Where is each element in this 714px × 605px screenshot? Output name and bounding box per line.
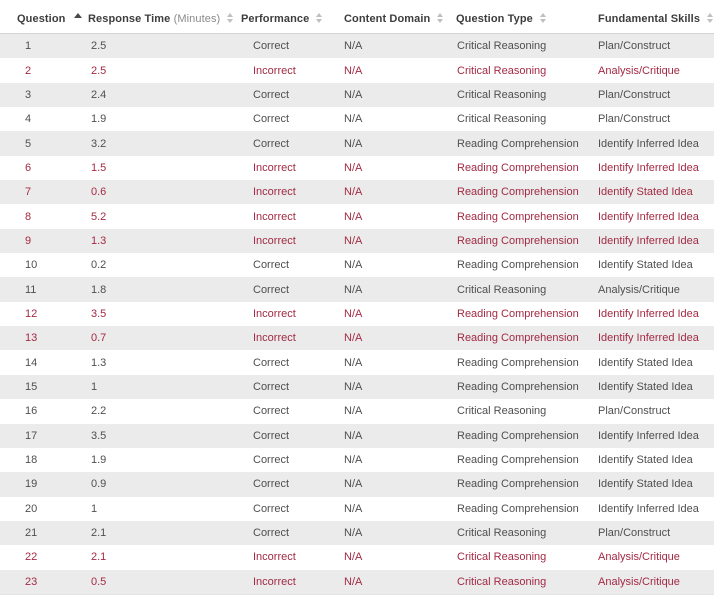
table-row <box>0 472 714 496</box>
cell-question: 2 <box>25 64 32 77</box>
cell-response-time: 2.1 <box>91 527 107 540</box>
cell-performance: Correct <box>253 40 290 53</box>
cell-question-type: Reading Comprehension <box>457 478 579 491</box>
cell-fundamental-skills: Plan/Construct <box>598 113 671 126</box>
table-row <box>0 326 714 350</box>
cell-fundamental-skills: Analysis/Critique <box>598 551 680 564</box>
sort-icon[interactable] <box>227 13 233 23</box>
table-row <box>0 399 714 423</box>
table-row <box>0 497 714 521</box>
column-header-question[interactable] <box>0 4 72 34</box>
table-row <box>0 107 714 131</box>
cell-response-time: 3.2 <box>91 137 107 150</box>
cell-content-domain: N/A <box>344 356 363 369</box>
cell-fundamental-skills: Identify Stated Idea <box>598 186 693 199</box>
column-label: Content Domain <box>344 12 431 25</box>
cell-question: 12 <box>25 307 38 320</box>
cell-question-type: Reading Comprehension <box>457 161 579 174</box>
column-header-content-domain[interactable] <box>342 4 454 34</box>
cell-question-type: Reading Comprehension <box>457 259 579 272</box>
column-label: Question Type <box>456 12 533 25</box>
cell-response-time: 2.1 <box>91 551 107 564</box>
cell-fundamental-skills: Plan/Construct <box>598 40 671 53</box>
column-label: Performance <box>241 12 310 25</box>
results-table <box>0 4 714 595</box>
cell-response-time: 1.3 <box>91 234 107 247</box>
cell-performance: Correct <box>253 356 290 369</box>
cell-question-type: Critical Reasoning <box>457 40 547 53</box>
cell-performance: Correct <box>253 429 290 442</box>
cell-response-time: 2.5 <box>91 40 107 53</box>
cell-performance: Incorrect <box>253 210 296 223</box>
column-label: Response Time <box>88 12 171 25</box>
cell-question-type: Critical Reasoning <box>454 570 598 595</box>
column-label-unit: (Minutes) <box>173 12 221 25</box>
cell-question-type: Reading Comprehension <box>457 332 579 345</box>
cell-fundamental-skills: Identify Inferred Idea <box>598 210 699 223</box>
cell-content-domain: N/A <box>344 551 363 564</box>
cell-question: 3 <box>25 88 32 101</box>
cell-question-type: Reading Comprehension <box>457 234 579 247</box>
cell-content-domain: N/A <box>344 405 363 418</box>
cell-performance: Correct <box>253 88 290 101</box>
cell-content-domain: N/A <box>344 429 363 442</box>
cell-question: 21 <box>25 527 38 540</box>
header-row <box>0 4 714 34</box>
cell-content-domain: N/A <box>344 283 363 296</box>
cell-content-domain: N/A <box>344 527 363 540</box>
cell-response-time: 0.7 <box>91 332 107 345</box>
column-header-response-time[interactable] <box>72 4 240 34</box>
cell-question: 23 <box>0 570 72 595</box>
cell-response-time: 3.5 <box>91 307 107 320</box>
table-row <box>0 350 714 374</box>
sort-icon[interactable] <box>316 13 322 23</box>
cell-question-type: Critical Reasoning <box>457 113 547 126</box>
cell-fundamental-skills: Analysis/Critique <box>598 570 714 595</box>
column-header-fundamental-skills[interactable] <box>598 4 714 34</box>
cell-performance: Incorrect <box>253 551 296 564</box>
cell-fundamental-skills: Identify Stated Idea <box>598 259 693 272</box>
cell-question-type: Reading Comprehension <box>457 454 579 467</box>
cell-question-type: Reading Comprehension <box>457 356 579 369</box>
cell-performance: Incorrect <box>240 570 342 595</box>
cell-response-time: 1.5 <box>91 161 107 174</box>
table-row <box>0 204 714 228</box>
cell-content-domain: N/A <box>344 332 363 345</box>
cell-content-domain: N/A <box>344 40 363 53</box>
table-row <box>0 375 714 399</box>
cell-fundamental-skills: Identify Stated Idea <box>598 454 693 467</box>
cell-content-domain: N/A <box>344 113 363 126</box>
sort-icon[interactable] <box>707 13 713 23</box>
cell-performance: Correct <box>253 527 290 540</box>
cell-response-time: 2.5 <box>91 64 107 77</box>
cell-performance: Incorrect <box>253 186 296 199</box>
cell-question-type: Critical Reasoning <box>457 551 547 564</box>
cell-fundamental-skills: Identify Inferred Idea <box>598 502 699 515</box>
cell-response-time: 0.6 <box>91 186 107 199</box>
cell-question-type: Reading Comprehension <box>457 380 579 393</box>
cell-question: 13 <box>25 332 38 345</box>
table-row <box>0 521 714 545</box>
cell-question: 6 <box>25 161 32 174</box>
cell-content-domain: N/A <box>344 307 363 320</box>
cell-question-type: Critical Reasoning <box>457 283 547 296</box>
cell-fundamental-skills: Identify Stated Idea <box>598 478 693 491</box>
table-row <box>0 34 714 59</box>
cell-response-time: 1.9 <box>91 454 107 467</box>
cell-fundamental-skills: Identify Inferred Idea <box>598 234 699 247</box>
cell-question: 16 <box>25 405 38 418</box>
cell-content-domain: N/A <box>344 186 363 199</box>
cell-fundamental-skills: Identify Inferred Idea <box>598 161 699 174</box>
cell-question: 9 <box>25 234 32 247</box>
cell-fundamental-skills: Identify Inferred Idea <box>598 137 699 150</box>
cell-question-type: Reading Comprehension <box>457 210 579 223</box>
cell-response-time: 3.5 <box>91 429 107 442</box>
cell-question-type: Critical Reasoning <box>457 64 547 77</box>
cell-performance: Incorrect <box>253 234 296 247</box>
cell-performance: Incorrect <box>253 332 296 345</box>
cell-question: 19 <box>25 478 38 491</box>
cell-fundamental-skills: Identify Inferred Idea <box>598 332 699 345</box>
cell-content-domain: N/A <box>344 502 363 515</box>
cell-response-time: 0.2 <box>91 259 107 272</box>
cell-content-domain: N/A <box>344 259 363 272</box>
table-row <box>0 424 714 448</box>
cell-performance: Correct <box>253 454 290 467</box>
column-header-performance[interactable] <box>240 4 342 34</box>
table-row <box>0 131 714 155</box>
cell-performance: Incorrect <box>253 161 296 174</box>
cell-response-time: 1.3 <box>91 356 107 369</box>
cell-fundamental-skills: Analysis/Critique <box>598 283 680 296</box>
cell-performance: Correct <box>253 137 290 150</box>
table-row <box>0 83 714 107</box>
cell-question-type: Critical Reasoning <box>457 527 547 540</box>
cell-question: 11 <box>25 283 37 296</box>
sort-icon[interactable] <box>437 13 443 23</box>
table-row <box>0 277 714 301</box>
table-row <box>0 302 714 326</box>
cell-question: 14 <box>25 356 38 369</box>
cell-performance: Correct <box>253 283 290 296</box>
table-row <box>0 180 714 204</box>
cell-response-time: 0.5 <box>72 570 240 595</box>
cell-question: 20 <box>25 502 38 515</box>
cell-fundamental-skills: Plan/Construct <box>598 405 671 418</box>
cell-content-domain: N/A <box>342 570 454 595</box>
sort-ascending-icon[interactable] <box>74 13 82 18</box>
cell-content-domain: N/A <box>344 161 363 174</box>
cell-question: 22 <box>25 551 38 564</box>
cell-question: 8 <box>25 210 32 223</box>
cell-question-type: Critical Reasoning <box>457 88 547 101</box>
column-label: Question <box>17 12 66 25</box>
cell-question-type: Reading Comprehension <box>457 137 579 150</box>
cell-question: 15 <box>25 380 38 393</box>
cell-performance: Correct <box>253 478 290 491</box>
table-row <box>0 253 714 277</box>
cell-fundamental-skills: Identify Stated Idea <box>598 356 693 369</box>
cell-response-time: 2.2 <box>91 405 107 418</box>
cell-response-time: 2.4 <box>91 88 107 101</box>
cell-content-domain: N/A <box>344 234 363 247</box>
cell-question: 18 <box>25 454 38 467</box>
cell-question-type: Reading Comprehension <box>457 307 579 320</box>
cell-content-domain: N/A <box>344 380 363 393</box>
cell-content-domain: N/A <box>344 210 363 223</box>
cell-content-domain: N/A <box>344 137 363 150</box>
table-row <box>0 570 714 595</box>
cell-fundamental-skills: Identify Inferred Idea <box>598 307 699 320</box>
cell-content-domain: N/A <box>344 454 363 467</box>
cell-question-type: Critical Reasoning <box>457 405 547 418</box>
cell-performance: Incorrect <box>253 64 296 77</box>
cell-performance: Correct <box>253 259 290 272</box>
cell-performance: Incorrect <box>253 307 296 320</box>
cell-response-time: 1.8 <box>91 283 107 296</box>
cell-content-domain: N/A <box>344 478 363 491</box>
table-header <box>0 4 714 34</box>
column-label: Fundamental Skills <box>598 12 701 25</box>
table-row <box>0 448 714 472</box>
cell-response-time: 0.9 <box>91 478 107 491</box>
cell-performance: Correct <box>253 380 290 393</box>
cell-question: 4 <box>25 113 32 126</box>
cell-fundamental-skills: Identify Inferred Idea <box>598 429 699 442</box>
cell-content-domain: N/A <box>344 64 363 77</box>
table-body <box>0 34 714 595</box>
cell-fundamental-skills: Plan/Construct <box>598 527 671 540</box>
cell-performance: Correct <box>253 113 290 126</box>
column-header-question-type[interactable] <box>454 4 598 34</box>
table-row <box>0 229 714 253</box>
cell-question: 10 <box>25 259 38 272</box>
cell-performance: Correct <box>253 405 290 418</box>
table-row <box>0 58 714 82</box>
cell-question-type: Reading Comprehension <box>457 186 579 199</box>
cell-response-time: 1.9 <box>91 113 107 126</box>
cell-question: 1 <box>25 40 32 53</box>
cell-fundamental-skills: Identify Stated Idea <box>598 380 693 393</box>
table-row <box>0 156 714 180</box>
cell-response-time: 1 <box>91 502 98 515</box>
cell-question-type: Reading Comprehension <box>457 502 579 515</box>
cell-question: 17 <box>25 429 38 442</box>
cell-response-time: 1 <box>91 380 98 393</box>
cell-performance: Correct <box>253 502 290 515</box>
table-row <box>0 545 714 569</box>
cell-content-domain: N/A <box>344 88 363 101</box>
cell-question: 7 <box>25 186 32 199</box>
cell-response-time: 5.2 <box>91 210 107 223</box>
cell-fundamental-skills: Analysis/Critique <box>598 64 680 77</box>
cell-question: 5 <box>25 137 32 150</box>
sort-icon[interactable] <box>540 13 546 23</box>
cell-fundamental-skills: Plan/Construct <box>598 88 671 101</box>
cell-question-type: Reading Comprehension <box>457 429 579 442</box>
